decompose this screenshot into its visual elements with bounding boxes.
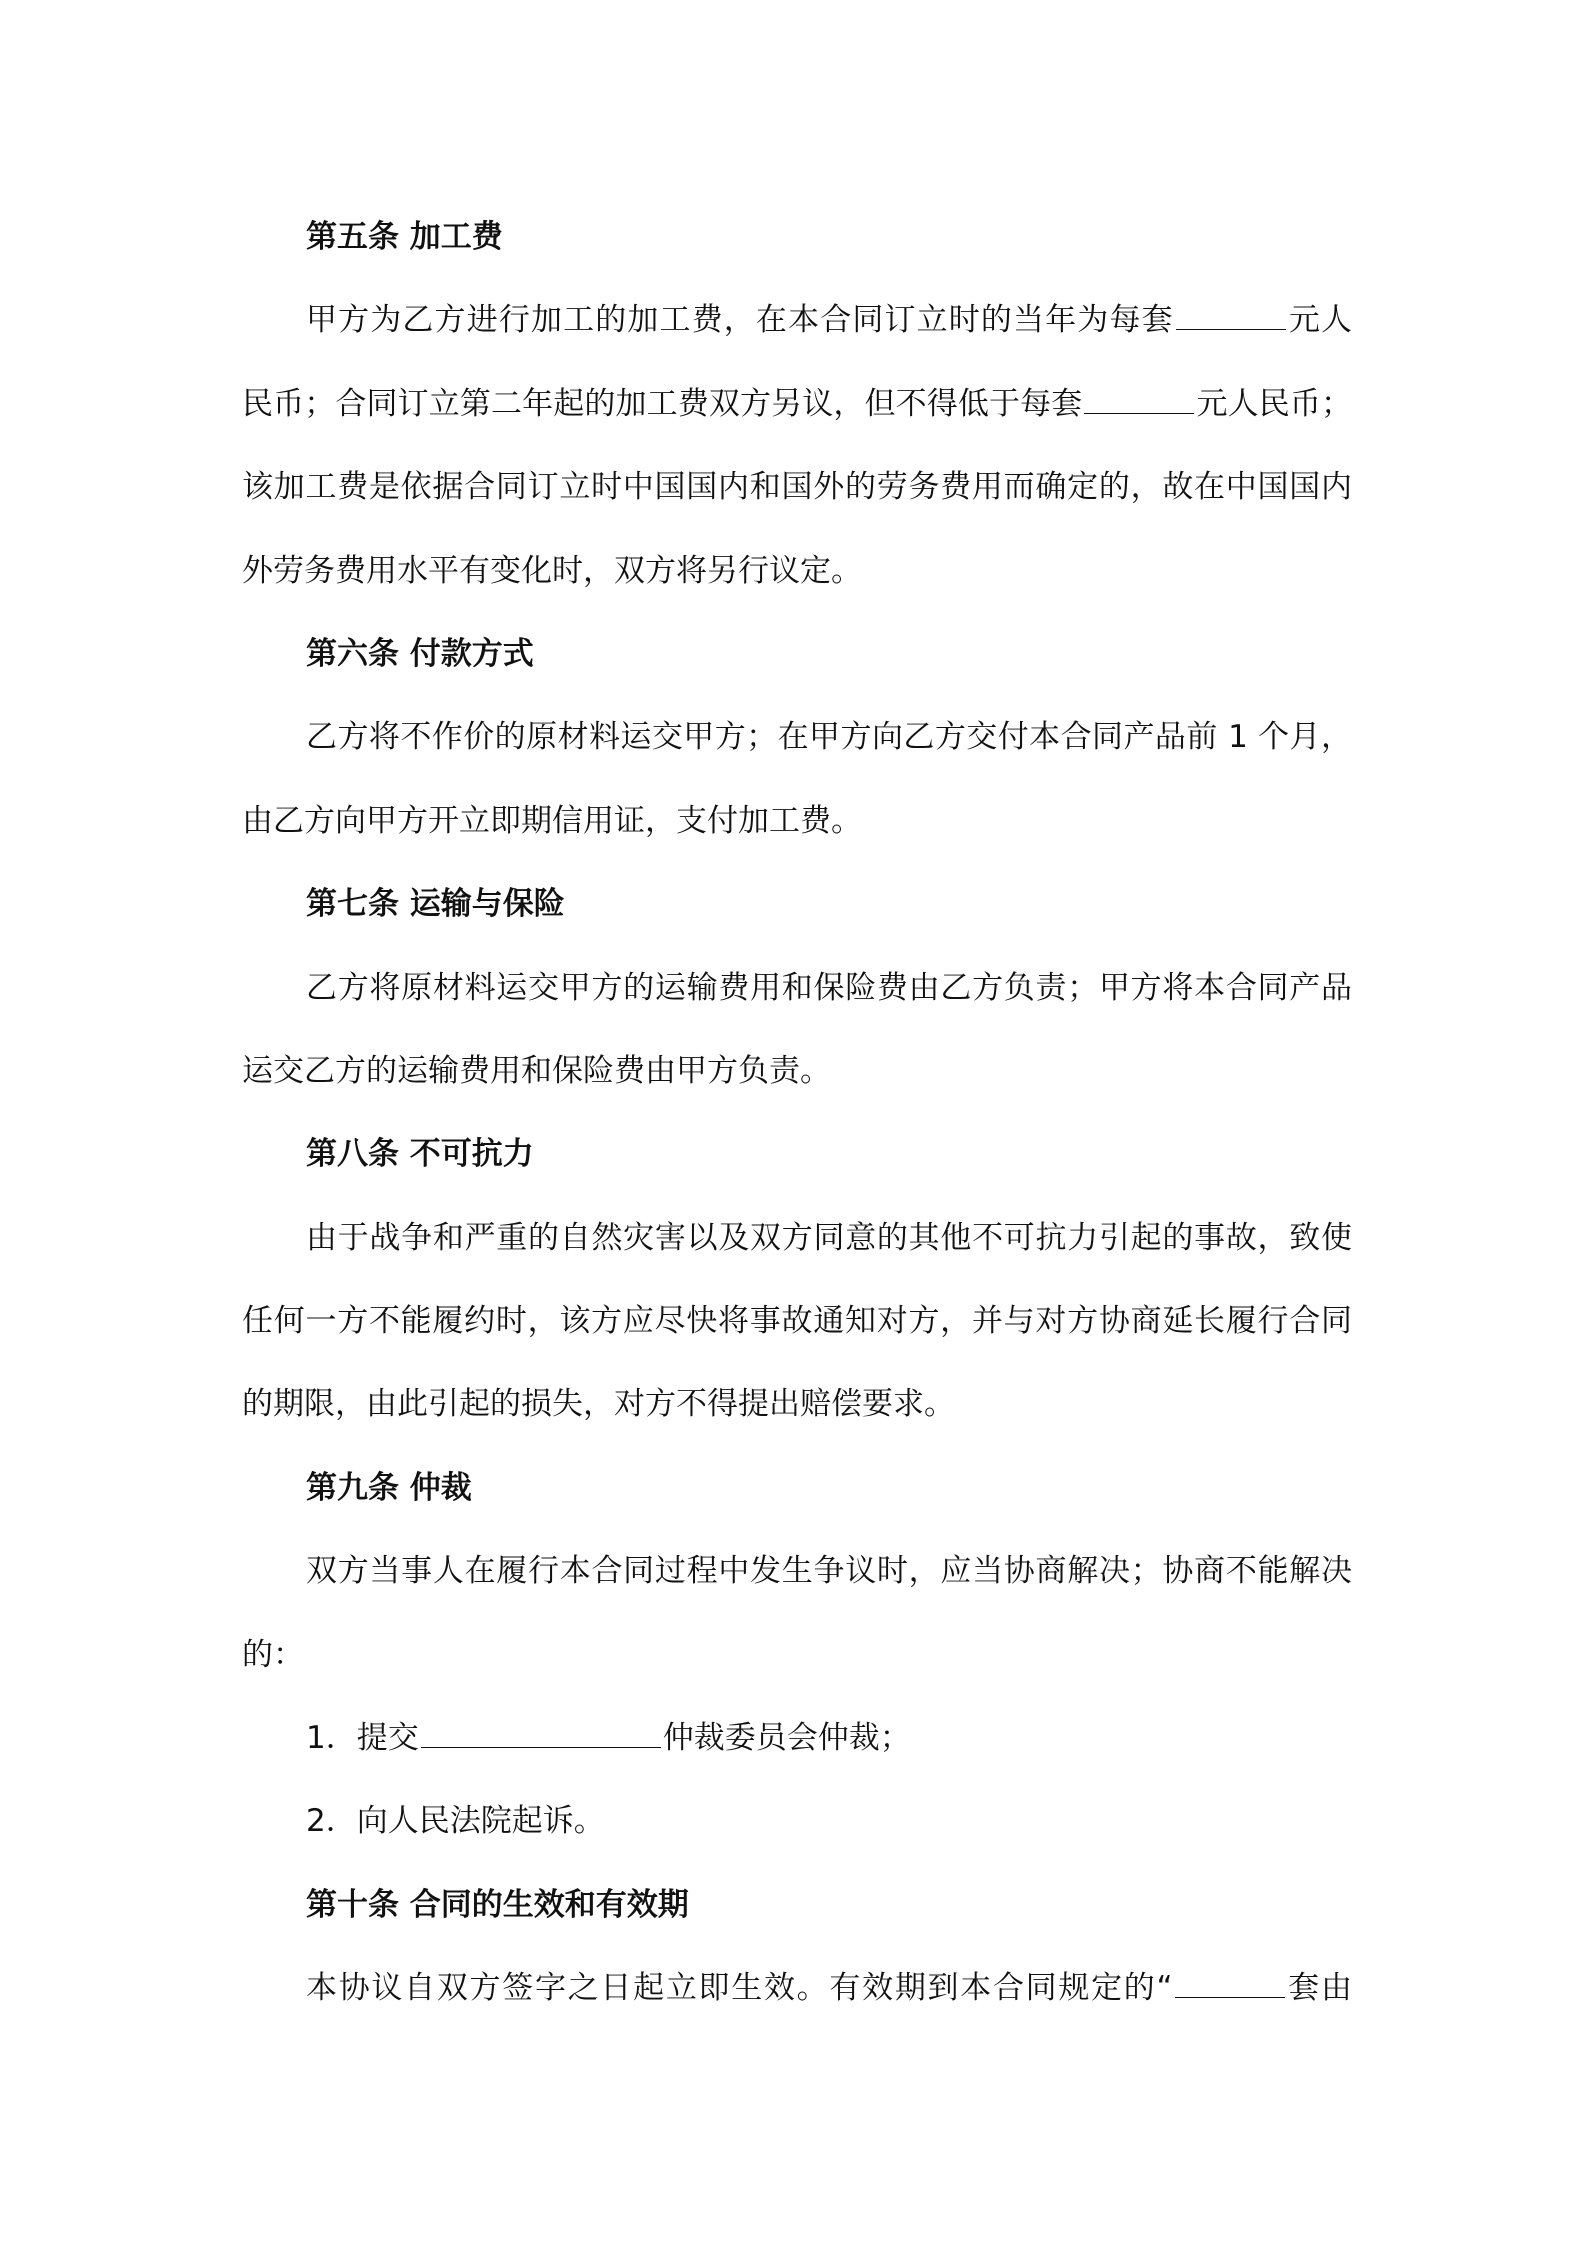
article-5-line-3: 该加工费是依据合同订立时中国国内和国外的劳务费用而确定的，故在中国国内 bbox=[242, 469, 1352, 506]
article-5-line-1 bbox=[242, 279, 1352, 362]
article-5-text: 民币；合同订立第二年起的加工费双方另议，但不得低于每套 bbox=[242, 385, 1083, 422]
article-6-heading: 第六条 付款方式 bbox=[306, 635, 534, 672]
article-7-line-2: 运交乙方的运输费用和保险费由甲方负责。 bbox=[242, 1052, 831, 1089]
article-5-text: 元人民币； bbox=[1196, 385, 1352, 422]
arbitration-option-2: 2．向人民法院起诉。 bbox=[306, 1803, 605, 1840]
article-5-line-4: 外劳务费用水平有变化时，双方将另行议定。 bbox=[242, 552, 862, 589]
article-10-line-1 bbox=[242, 1947, 1352, 2030]
minimum-price-blank[interactable] bbox=[1084, 380, 1194, 414]
price-per-set-blank[interactable] bbox=[1176, 297, 1286, 331]
article-7-line-1: 乙方将原材料运交甲方的运输费用和保险费由乙方负责；甲方将本合同产品 bbox=[306, 969, 1352, 1006]
article-5-heading: 第五条 加工费 bbox=[306, 219, 503, 255]
option-1-label: 1．提交 bbox=[306, 1720, 419, 1757]
article-10-text: 套由 bbox=[1286, 1970, 1353, 2007]
article-10-heading: 第十条 合同的生效和有效期 bbox=[306, 1886, 689, 1923]
article-5-line-2 bbox=[242, 363, 1352, 446]
arbitration-option-1 bbox=[242, 1697, 1352, 1780]
option-1-text: 仲裁委员会仲裁； bbox=[662, 1720, 911, 1757]
article-6-line-1: 乙方将不作价的原材料运交甲方；在甲方向乙方交付本合同产品前 1 个月， bbox=[306, 719, 1352, 756]
article-8-line-1: 由于战争和严重的自然灾害以及双方同意的其他不可抗力引起的事故，致使 bbox=[306, 1219, 1352, 1256]
article-7-heading: 第七条 运输与保险 bbox=[306, 886, 565, 923]
article-9-heading: 第九条 仲裁 bbox=[306, 1469, 472, 1506]
article-5-text: 甲方为乙方进行加工的加工费，在本合同订立时的当年为每套 bbox=[306, 302, 1174, 339]
quantity-sets-blank[interactable] bbox=[1175, 1965, 1285, 1999]
article-8-line-2: 任何一方不能履约时，该方应尽快将事故通知对方，并与对方协商延长履行合同 bbox=[242, 1303, 1352, 1340]
article-10-text: 本协议自双方签字之日起立即生效。有效期到本合同规定的“ bbox=[306, 1970, 1173, 2007]
contract-body bbox=[242, 196, 1352, 2031]
article-8-heading: 第八条 不可抗力 bbox=[306, 1136, 534, 1173]
article-6-line-2: 由乙方向甲方开立即期信用证，支付加工费。 bbox=[242, 802, 862, 839]
article-5-text: 元人 bbox=[1287, 302, 1353, 339]
article-8-line-3: 的期限，由此引起的损失，对方不得提出赔偿要求。 bbox=[242, 1386, 955, 1423]
article-9-line-2: 的： bbox=[242, 1636, 304, 1673]
article-9-line-1: 双方当事人在履行本合同过程中发生争议时，应当协商解决；协商不能解决 bbox=[306, 1553, 1352, 1590]
arbitration-commission-blank[interactable] bbox=[421, 1714, 661, 1748]
